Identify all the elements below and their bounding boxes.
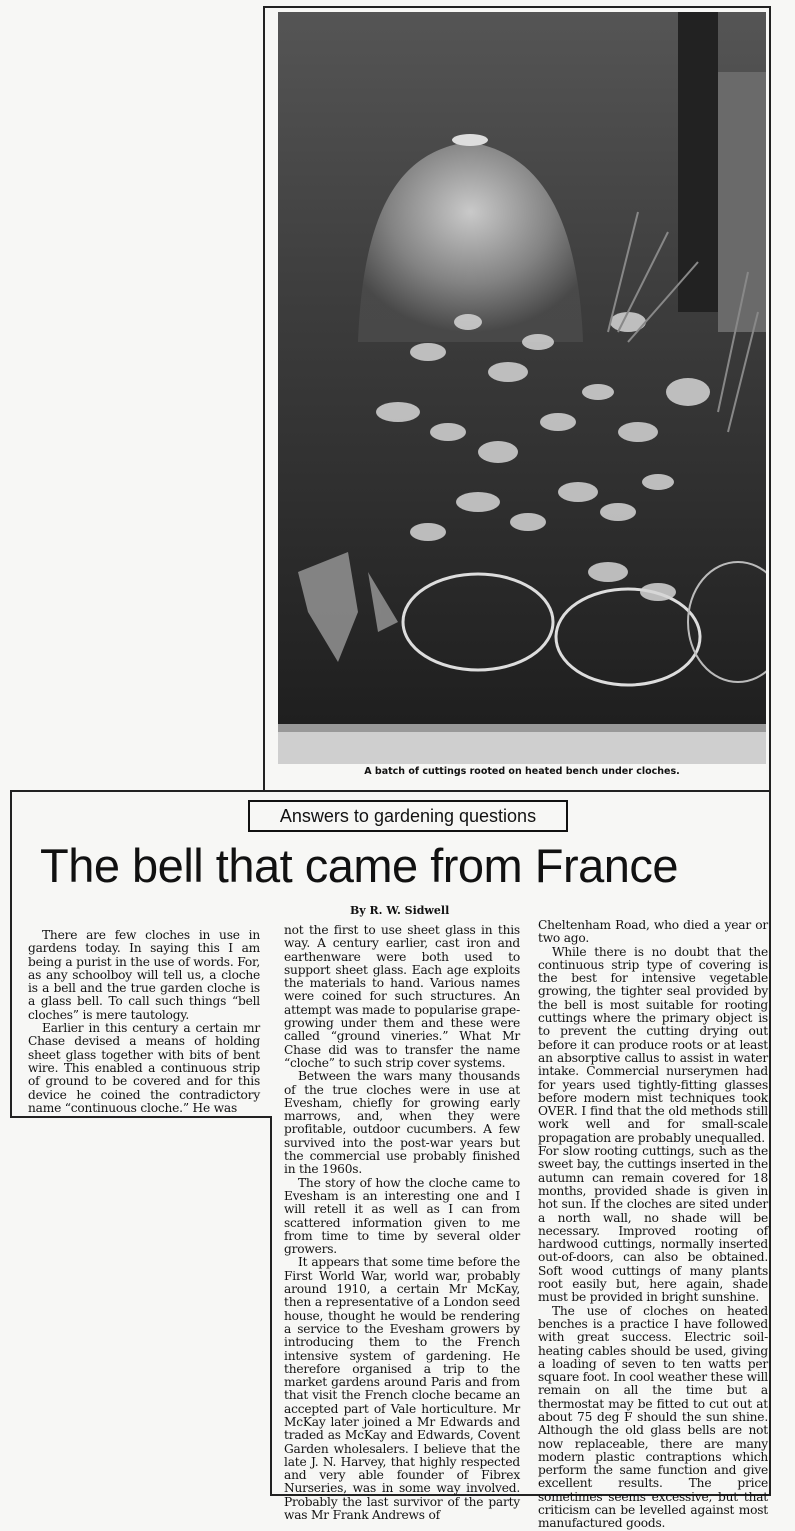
paragraph: There are few cloches in use in gardens today. In saying this I am being a purist in the use of words. For, as any schoolboy will tell us, a cloche is a bell and the true garden cloche is a glass bell. To call such things “bell cloches” is mere tautology. bbox=[28, 928, 260, 1022]
paragraph: While there is no doubt that the continuous strip type of covering is the best for intensive vegetable growing, the tighter seal provided by the bell is most suitable for rooting cuttings where the primary object is to prevent the cutting drying out before it can produce roots or at least an absorptive callus to assist in water intake. Commercial nurserymen had for years used tightly-fitting glasses before modern mist techniques took OVER. I find that the old methods still work well and for small-scale propagation are probably unequalled. bbox=[538, 944, 768, 1145]
paragraph: For slow rooting cuttings, such as the sweet bay, the cuttings inserted in the autumn can remain covered for 18 months, provided shade is given in hot sun. If the cloches are sited under a north wall, no shade will be necessary. Improved rooting of hardwood cuttings, normally inserted out-of-doors, can also be obtained. Soft wood cuttings of many plants root easily but, here again, shade must be provided in bright sunshine. bbox=[538, 1144, 768, 1305]
article-column-2 bbox=[284, 924, 520, 1522]
paragraph: Cheltenham Road, who died a year or two ago. bbox=[538, 918, 768, 946]
paragraph: Between the wars many thousands of the true cloches were in use at Evesham, chiefly for growing early marrows, and, when they were profitable, outdoor cucumbers. A few survived into the post-war years but the commercial use probably finished in the 1960s. bbox=[284, 1069, 520, 1177]
paragraph: Earlier in this century a certain mr Chase devised a means of holding sheet glass together with bits of bent wire. This enabled a continuous strip of ground to be covered and for this device he coined the contradictory name “continuous cloche.” He was bbox=[28, 1021, 260, 1115]
article-column-1 bbox=[28, 929, 260, 1115]
article-column-3 bbox=[538, 919, 768, 1531]
paragraph: It appears that some time before the First World War, world war, probably around 1910, a certain Mr McKay, then a representative of a London seed house, thought he would be rendering a service to the Evesham growers by introducing them to the French intensive system of gardening. He therefore organised a trip to the market gardens around Paris and from that visit the French cloche became an accepted part of Vale horticulture. Mr McKay later joined a Mr Edwards and traded as McKay and Edwards, Covent Garden wholesalers. I believe that the late J. N. Harvey, that highly respected and very able founder of Fibrex Nurseries, was in some way involved. Probably the last survivor of the party was Mr Frank Andrews of bbox=[284, 1255, 520, 1523]
headline: The bell that came from France bbox=[40, 839, 679, 892]
cloche-photograph bbox=[278, 12, 766, 764]
paragraph: The use of cloches on heated benches is a practice I have followed with great success. Electric soil-heating cables should be used, giving a loading of seven to ten watts per square foot. In cool weather these will remain on all the time but a thermostat may be fitted to cut out at about 75 deg F should the sun shine. Although the old glass bells are not now replaceable, there are many modern plastic contraptions which perform the same function and give excellent results. The price sometimes seems excessive, but that criticism can be levelled against most manufactured goods. bbox=[538, 1303, 768, 1531]
clipping-border-step bbox=[270, 1116, 272, 1496]
paragraph: not the first to use sheet glass in this way. A century earlier, cast iron and earthenware were both used to support sheet glass. Each age exploits the materials to hand. Various names were coined for such structures. An attempt was made to popularise grape-growing under them and these were called “ground vineries.” What Mr Chase did was to transfer the name “cloche” to such strip cover systems. bbox=[284, 923, 520, 1070]
paragraph: The story of how the cloche came to Evesham is an interesting one and I will retell it as well as I can from scattered information given to me from time to time by several older growers. bbox=[284, 1175, 520, 1257]
section-kicker: Answers to gardening questions bbox=[248, 800, 568, 832]
photo-caption: A batch of cuttings rooted on heated bench under cloches. bbox=[364, 766, 680, 777]
byline: By R. W. Sidwell bbox=[350, 904, 450, 917]
clipping-border-notch bbox=[10, 1116, 272, 1118]
clipping-cutout bbox=[10, 1118, 272, 1496]
